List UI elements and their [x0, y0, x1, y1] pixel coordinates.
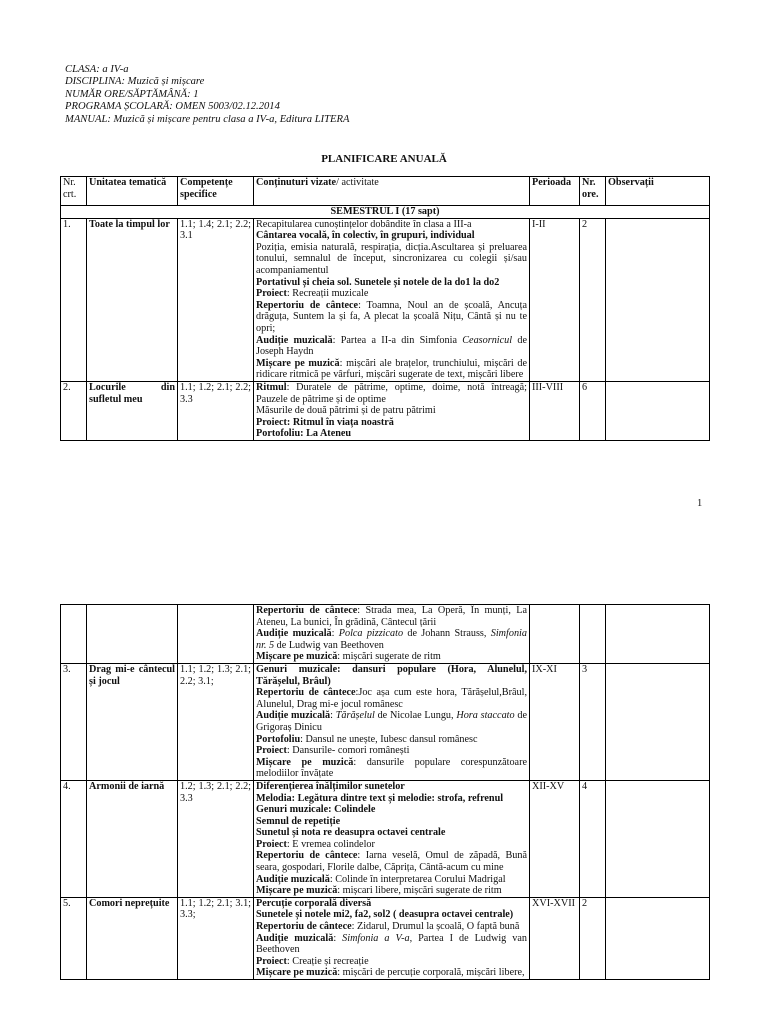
row-hours: 6: [580, 381, 606, 440]
semester-label: SEMESTRUL I (17 sapt): [61, 206, 710, 219]
row-hours: 4: [580, 780, 606, 897]
header-nr: Nr. crt.: [61, 177, 87, 206]
header-disciplina: DISCIPLINA: Muzică și mișcare: [65, 76, 205, 88]
row-hours: 2: [580, 218, 606, 381]
document-header: [65, 64, 349, 126]
row-unit: Toate la timpul lor: [87, 218, 178, 381]
row-unit: Armonii de iarnă: [87, 780, 178, 897]
row-number: 1.: [61, 218, 87, 381]
row-unit: Locurile din sufletul meu: [87, 381, 178, 440]
header-nr-ore: Nr. ore.: [580, 177, 606, 206]
header-clasa: CLASA: a IV-a: [65, 64, 129, 75]
row-period: IX-XI: [530, 663, 580, 780]
header-perioada: Perioada: [530, 177, 580, 206]
row-hours: 2: [580, 897, 606, 979]
table-row: [61, 381, 710, 440]
row-unit: [87, 605, 178, 664]
row-hours: 3: [580, 663, 606, 780]
table-row: [61, 605, 710, 664]
table-row: [61, 663, 710, 780]
row-observations: [606, 605, 710, 664]
row-observations: [606, 897, 710, 979]
header-competente: Competențe specifice: [178, 177, 254, 206]
page-number: 1: [697, 498, 703, 509]
table-header-row: [61, 177, 710, 206]
row-content: Diferențierea înălțimilor sunetelor Melodia: Legătura dintre text și melodie: strofa, refrenul Genuri muzicale: Colindele Semnul de repetiție Sunetul și nota re deasupra octavei centrale Proiect: E vremea colindelor Repertoriu de cântece: Iarna veselă, Omul de zăpadă, Bună seara, gospodari, Florile dalbe, Căprița, Cântă-acum cu mine Audiție muzicală: Colinde în interpretarea Corului Madrigal Mișcare pe muzică: mișcari libere, mișcări sugerate de ritm: [254, 780, 530, 897]
table-row: [61, 780, 710, 897]
table-row: [61, 897, 710, 979]
row-competences: 1.2; 1.3; 2.1; 2.2; 3.3: [178, 780, 254, 897]
row-content: Recapitularea cunoștințelor dobândite în clasa a III-a Cântarea vocală, în colectiv, în grupuri, individual Poziția, emisia naturală, respirația, dicția.Ascultarea și preluarea tonului, semnalul de început, sincronizarea cu colegii și/sau acompaniamentul Portativul și cheia sol. Sunetele și notele de la do1 la do2 Proiect: Recreații muzicale Repertoriu de cântece: Toamna, Noul an de școală, Ancuța drăguța, Suntem la și fa, A plecat la școală Nițu, Cântă și nu te opri; Audiție muzicală: Partea a II-a din Simfonia Ceasornicul de Joseph Haydn Mișcare pe muzică: mișcări ale brațelor, trunchiului, mișcări de ridicare ritmică pe vârfuri, mișcări sugerate de text, mișcări libere: [254, 218, 530, 381]
planning-table-page2: [60, 604, 710, 980]
row-competences: [178, 605, 254, 664]
row-period: [530, 605, 580, 664]
row-period: XVI-XVII: [530, 897, 580, 979]
header-numar-ore: NUMĂR ORE/SĂPTĂMÂNĂ: 1: [65, 88, 199, 100]
row-number: [61, 605, 87, 664]
row-number: 5.: [61, 897, 87, 979]
header-continuturi: Conținuturi vizate/ activitate: [254, 177, 530, 206]
header-unitatea: Unitatea tematică: [87, 177, 178, 206]
planning-table-page1: [60, 176, 710, 441]
row-unit: Drag mi-e cântecul și jocul: [87, 663, 178, 780]
row-period: III-VIII: [530, 381, 580, 440]
row-observations: [606, 780, 710, 897]
row-hours: [580, 605, 606, 664]
header-observatii: Observații: [606, 177, 710, 206]
row-content: Percuție corporală diversă Sunetele și notele mi2, fa2, sol2 ( deasupra octavei centrale) Repertoriu de cântece: Zidarul, Drumul la școală, O faptă bună Audiție muzicală: Simfonia a V-a, Partea I de Ludwig van Beethoven Proiect: Creație și recreație Mișcare pe muzică: mișcări de percuție corporală, mișcări libere,: [254, 897, 530, 979]
row-competences: 1.1; 1.2; 2.1; 2.2; 3.3: [178, 381, 254, 440]
header-manual: MANUAL: Muzică și mișcare pentru clasa a IV-a, Editura LITERA: [65, 113, 350, 125]
document-title: PLANIFICARE ANUALĂ: [321, 153, 447, 165]
table-row: [61, 218, 710, 381]
row-period: XII-XV: [530, 780, 580, 897]
semester-row: [61, 206, 710, 219]
row-period: I-II: [530, 218, 580, 381]
row-observations: [606, 381, 710, 440]
row-observations: [606, 218, 710, 381]
row-unit: Comori neprețuite: [87, 897, 178, 979]
header-programa: PROGRAMA ȘCOLARĂ: OMEN 5003/02.12.2014: [65, 101, 280, 113]
row-content: Ritmul: Duratele de pătrime, optime, doime, notă întreagă; Pauzele de pătrime și de optime Măsurile de două pătrimi și de patru pătrimi Proiect: Ritmul în viața noastră Portofoliu: La Ateneu: [254, 381, 530, 440]
row-competences: 1.1; 1.2; 1.3; 2.1; 2.2; 3.1;: [178, 663, 254, 780]
row-content: Genuri muzicale: dansuri populare (Hora, Alunelul, Tărășelul, Brâul) Repertoriu de cântece:Joc așa cum este hora, Tărășelul,Brâul, Alunelul, Drag mi-e jocul românesc Audiție muzicală: Tărășelul de Nicolae Lungu, Hora staccato de Grigoraș Dinicu Portofoliu: Dansul ne unește, Iubesc dansul românesc Proiect: Dansurile- comori românești Mișcare pe muzică: dansurile populare corespunzătoare melodiilor învățate: [254, 663, 530, 780]
row-number: 3.: [61, 663, 87, 780]
row-competences: 1.1; 1.4; 2.1; 2.2; 3.1: [178, 218, 254, 381]
row-number: 2.: [61, 381, 87, 440]
row-number: 4.: [61, 780, 87, 897]
row-content: Repertoriu de cântece: Strada mea, La Operă, În munți, La Ateneu, La bunici, În grădină, Cântecul țării Audiție muzicală: Polca pizzicato de Johann Strauss, Simfonia nr. 5 de Ludwig van Beethoven Mișcare pe muzică: mișcări sugerate de ritm: [254, 605, 530, 664]
row-competences: 1.1; 1.2; 2.1; 3.1; 3.3;: [178, 897, 254, 979]
row-observations: [606, 663, 710, 780]
